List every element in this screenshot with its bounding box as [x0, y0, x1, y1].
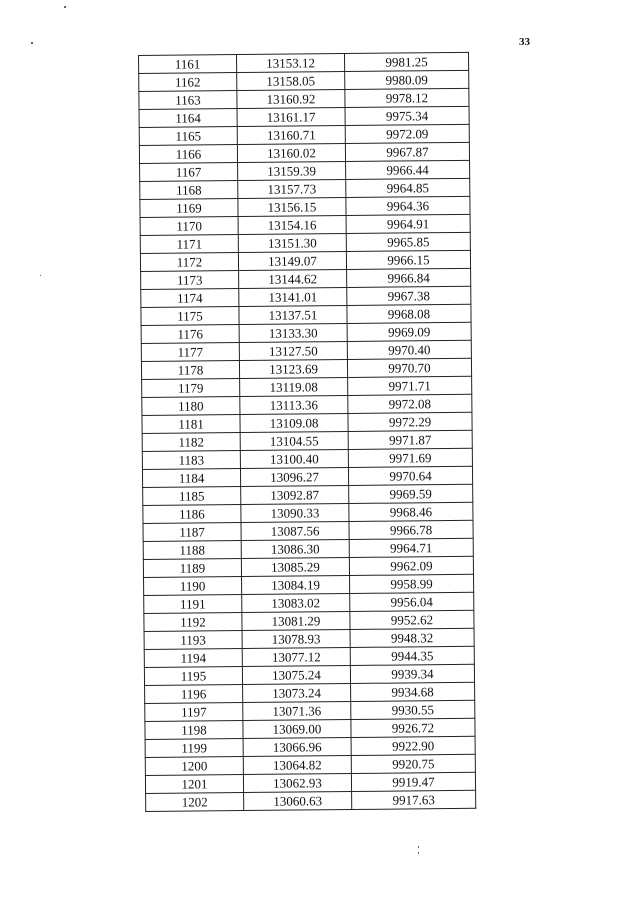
x-coordinate-cell: 13081.29: [242, 611, 350, 630]
x-coordinate-cell: 13062.93: [243, 773, 351, 792]
x-coordinate-cell: 13158.05: [237, 72, 345, 91]
y-coordinate-cell: 9978.12: [345, 88, 469, 107]
y-coordinate-cell: 9975.34: [345, 106, 469, 125]
x-coordinate-cell: 13090.33: [241, 503, 349, 522]
point-number-cell: 1174: [141, 289, 239, 308]
y-coordinate-cell: 9970.64: [348, 466, 472, 485]
point-number-cell: 1170: [140, 217, 238, 236]
y-coordinate-cell: 9967.38: [347, 286, 471, 305]
point-number-cell: 1172: [140, 253, 238, 272]
point-number-cell: 1177: [141, 343, 239, 362]
y-coordinate-cell: 9934.68: [351, 682, 475, 701]
y-coordinate-cell: 9952.62: [350, 610, 474, 629]
point-number-cell: 1168: [140, 181, 238, 200]
x-coordinate-cell: 13154.16: [238, 216, 346, 235]
x-coordinate-cell: 13109.08: [240, 414, 348, 433]
x-coordinate-cell: 13157.73: [238, 180, 346, 199]
point-number-cell: 1188: [143, 541, 241, 560]
point-number-cell: 1185: [143, 487, 241, 506]
scan-speck: [40, 275, 41, 276]
y-coordinate-cell: 9972.29: [348, 412, 472, 431]
point-number-cell: 1191: [144, 595, 242, 614]
y-coordinate-cell: 9970.70: [347, 358, 471, 377]
y-coordinate-cell: 9965.85: [346, 232, 470, 251]
coordinate-table-body: [139, 52, 476, 811]
point-number-cell: 1173: [141, 271, 239, 290]
point-number-cell: 1186: [143, 505, 241, 524]
y-coordinate-cell: 9969.59: [349, 484, 473, 503]
point-number-cell: 1169: [140, 199, 238, 218]
x-coordinate-cell: 13064.82: [243, 755, 351, 774]
x-coordinate-cell: 13066.96: [243, 737, 351, 756]
point-number-cell: 1184: [142, 469, 240, 488]
point-number-cell: 1202: [146, 793, 244, 812]
x-coordinate-cell: 13069.00: [243, 719, 351, 738]
x-coordinate-cell: 13161.17: [237, 108, 345, 127]
x-coordinate-cell: 13160.71: [237, 126, 345, 145]
point-number-cell: 1195: [144, 667, 242, 686]
point-number-cell: 1178: [141, 361, 239, 380]
y-coordinate-cell: 9922.90: [351, 736, 475, 755]
y-coordinate-cell: 9919.47: [351, 772, 475, 791]
point-number-cell: 1198: [145, 721, 243, 740]
point-number-cell: 1189: [143, 559, 241, 578]
point-number-cell: 1179: [142, 379, 240, 398]
point-number-cell: 1161: [139, 55, 237, 74]
x-coordinate-cell: 13141.01: [239, 288, 347, 307]
x-coordinate-cell: 13151.30: [238, 234, 346, 253]
point-number-cell: 1194: [144, 649, 242, 668]
x-coordinate-cell: 13133.30: [239, 324, 347, 343]
x-coordinate-cell: 13137.51: [239, 306, 347, 325]
point-number-cell: 1164: [139, 109, 237, 128]
y-coordinate-cell: 9967.87: [345, 142, 469, 161]
y-coordinate-cell: 9964.71: [349, 538, 473, 557]
x-coordinate-cell: 13075.24: [242, 665, 350, 684]
y-coordinate-cell: 9968.08: [347, 304, 471, 323]
page-number: 33: [519, 36, 530, 48]
y-coordinate-cell: 9966.78: [349, 520, 473, 539]
y-coordinate-cell: 9971.71: [348, 376, 472, 395]
y-coordinate-cell: 9930.55: [351, 700, 475, 719]
point-number-cell: 1193: [144, 631, 242, 650]
scan-speck: [418, 852, 419, 854]
point-number-cell: 1182: [142, 433, 240, 452]
x-coordinate-cell: 13085.29: [241, 557, 349, 576]
x-coordinate-cell: 13119.08: [240, 378, 348, 397]
point-number-cell: 1167: [140, 163, 238, 182]
point-number-cell: 1176: [141, 325, 239, 344]
y-coordinate-cell: 9926.72: [351, 718, 475, 737]
x-coordinate-cell: 13160.92: [237, 90, 345, 109]
point-number-cell: 1192: [144, 613, 242, 632]
point-number-cell: 1187: [143, 523, 241, 542]
y-coordinate-cell: 9939.34: [350, 664, 474, 683]
point-number-cell: 1166: [139, 145, 237, 164]
point-number-cell: 1162: [139, 73, 237, 92]
point-number-cell: 1183: [142, 451, 240, 470]
y-coordinate-cell: 9962.09: [349, 556, 473, 575]
y-coordinate-cell: 9920.75: [351, 754, 475, 773]
y-coordinate-cell: 9969.09: [347, 322, 471, 341]
point-number-cell: 1201: [145, 775, 243, 794]
point-number-cell: 1197: [145, 703, 243, 722]
point-number-cell: 1165: [139, 127, 237, 146]
x-coordinate-cell: 13083.02: [242, 593, 350, 612]
x-coordinate-cell: 13127.50: [239, 342, 347, 361]
y-coordinate-cell: 9964.36: [346, 196, 470, 215]
y-coordinate-cell: 9968.46: [349, 502, 473, 521]
y-coordinate-cell: 9966.44: [346, 160, 470, 179]
x-coordinate-cell: 13123.69: [239, 360, 347, 379]
y-coordinate-cell: 9980.09: [345, 70, 469, 89]
scan-speck: [418, 846, 419, 848]
coordinate-table-container: [138, 52, 475, 812]
x-coordinate-cell: 13071.36: [243, 701, 351, 720]
x-coordinate-cell: 13073.24: [243, 683, 351, 702]
x-coordinate-cell: 13087.56: [241, 521, 349, 540]
x-coordinate-cell: 13113.36: [240, 396, 348, 415]
x-coordinate-cell: 13159.39: [238, 162, 346, 181]
x-coordinate-cell: 13100.40: [240, 449, 348, 468]
x-coordinate-cell: 13060.63: [244, 791, 352, 810]
x-coordinate-cell: 13084.19: [242, 575, 350, 594]
point-number-cell: 1171: [140, 235, 238, 254]
x-coordinate-cell: 13149.07: [238, 252, 346, 271]
scan-speck: [31, 42, 33, 44]
y-coordinate-cell: 9970.40: [347, 340, 471, 359]
x-coordinate-cell: 13086.30: [241, 539, 349, 558]
y-coordinate-cell: 9917.63: [352, 790, 476, 809]
point-number-cell: 1190: [144, 577, 242, 596]
point-number-cell: 1200: [145, 757, 243, 776]
y-coordinate-cell: 9971.69: [348, 448, 472, 467]
y-coordinate-cell: 9972.08: [348, 394, 472, 413]
y-coordinate-cell: 9948.32: [350, 628, 474, 647]
point-number-cell: 1196: [145, 685, 243, 704]
x-coordinate-cell: 13077.12: [242, 647, 350, 666]
point-number-cell: 1199: [145, 739, 243, 758]
point-number-cell: 1180: [142, 397, 240, 416]
y-coordinate-cell: 9944.35: [350, 646, 474, 665]
y-coordinate-cell: 9972.09: [345, 124, 469, 143]
y-coordinate-cell: 9966.84: [347, 268, 471, 287]
x-coordinate-cell: 13092.87: [241, 485, 349, 504]
y-coordinate-cell: 9964.91: [346, 214, 470, 233]
point-number-cell: 1181: [142, 415, 240, 434]
x-coordinate-cell: 13156.15: [238, 198, 346, 217]
x-coordinate-cell: 13144.62: [239, 270, 347, 289]
x-coordinate-cell: 13078.93: [242, 629, 350, 648]
scan-speck: [64, 6, 66, 8]
x-coordinate-cell: 13104.55: [240, 432, 348, 451]
x-coordinate-cell: 13160.02: [237, 144, 345, 163]
point-number-cell: 1175: [141, 307, 239, 326]
table-row: [146, 790, 476, 811]
y-coordinate-cell: 9971.87: [348, 430, 472, 449]
y-coordinate-cell: 9966.15: [346, 250, 470, 269]
x-coordinate-cell: 13153.12: [237, 54, 345, 73]
point-number-cell: 1163: [139, 91, 237, 110]
y-coordinate-cell: 9964.85: [346, 178, 470, 197]
y-coordinate-cell: 9958.99: [350, 574, 474, 593]
coordinate-table: [138, 52, 476, 812]
y-coordinate-cell: 9956.04: [350, 592, 474, 611]
x-coordinate-cell: 13096.27: [240, 467, 348, 486]
y-coordinate-cell: 9981.25: [344, 52, 468, 71]
